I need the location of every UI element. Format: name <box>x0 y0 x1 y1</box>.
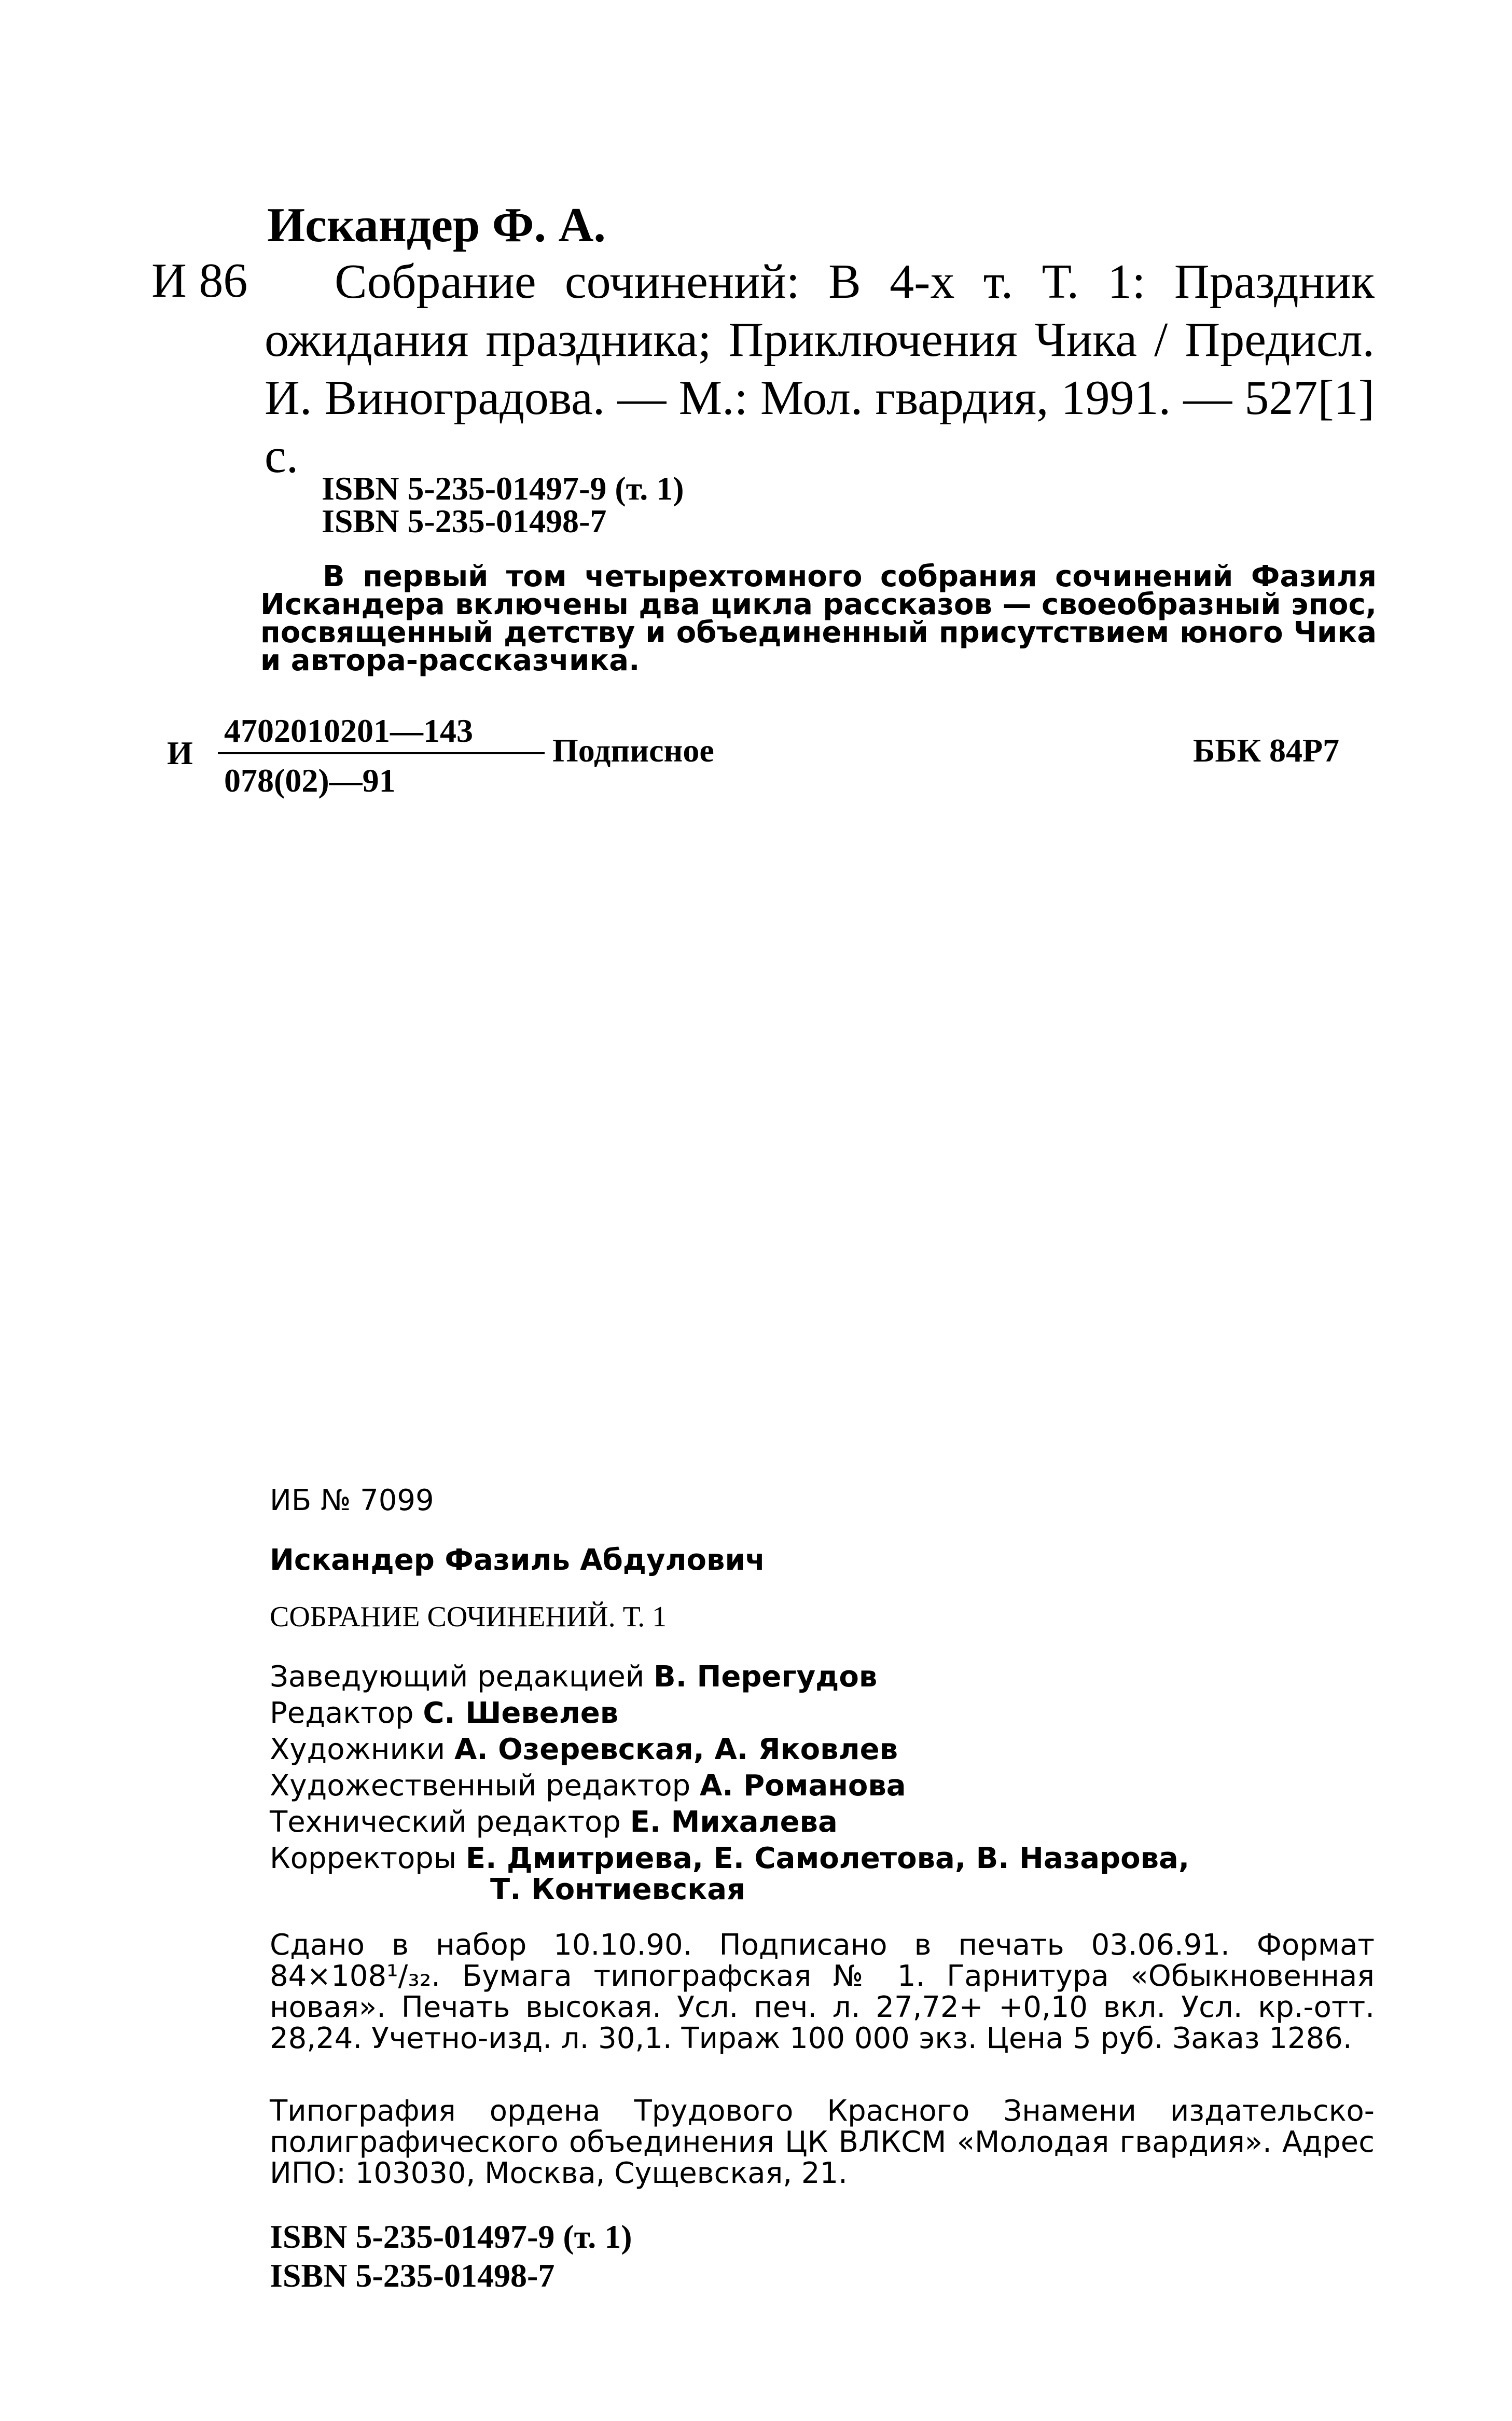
credit-line <box>270 1805 838 1839</box>
credit-line <box>270 1842 1189 1875</box>
credit-role: Технический редактор <box>270 1805 621 1839</box>
credit-line <box>270 1660 877 1694</box>
imprint-title: СОБРАНИЕ СОЧИНЕНИЙ. Т. 1 <box>270 1601 667 1633</box>
card-bibliographic-description: Собрание сочинений: В 4-х т. Т. 1: Праздник ожидания праздника; Приключения Чика / Предисл. И. Виноградова. — М.: Мол. гвардия, 1991. — 527[1] с. <box>265 255 1375 483</box>
credit-line <box>270 1769 906 1803</box>
credit-name: В. Перегудов <box>654 1660 878 1694</box>
card-author: Искандер Ф. А. <box>267 198 606 252</box>
credit-name: Е. Михалева <box>630 1805 838 1839</box>
card-annotation: В первый том четырехтомного собрания сочинений Фазиля Искандера включены два цикла рассказов — своеобразный эпос, посвященный детству и объединенный присутствием юного Чика и автора-рассказчика. <box>260 560 1377 677</box>
card-bbk-code: ББК 84Р7 <box>1193 732 1340 769</box>
card-call-index: И 86 <box>151 254 248 308</box>
card-isbn-set: ISBN 5-235-01498-7 <box>322 503 607 539</box>
imprint-printer: Типография ордена Трудового Красного Знамени издательско-полиграфического объединения ЦК ВЛКСМ «Молодая гвардия». Адрес ИПО: 103030, Москва, Сущевская, 21. <box>270 2094 1375 2190</box>
credit-name: А. Озеревская, А. Яковлев <box>454 1733 898 1766</box>
imprint-ib-number: ИБ № 7099 <box>270 1484 434 1517</box>
credit-name: С. Шевелев <box>423 1696 619 1730</box>
credit-line <box>270 1733 898 1766</box>
card-index-letter: И <box>167 735 193 771</box>
imprint-author-full: Искандер Фазиль Абдулович <box>270 1543 766 1577</box>
card-index-numerator: 4702010201—143 <box>224 712 473 749</box>
card-index-fraction-line <box>218 752 545 754</box>
credit-role: Корректоры <box>270 1842 457 1875</box>
card-subscription-label: Подписное <box>552 732 714 769</box>
credit-line <box>270 1696 618 1730</box>
credit-name: Е. Дмитриева, Е. Самолетова, В. Назарова, <box>465 1842 1190 1875</box>
imprint-print-details: Сдано в набор 10.10.90. Подписано в печать 03.06.91. Формат 84×108¹/₃₂. Бумага типографская № 1. Гарнитура «Обыкновенная новая». Печать высокая. Усл. печ. л. 27,72+ +0,10 вкл. Усл. кр.-отт. 28,24. Учетно-изд. л. 30,1. Тираж 100 000 экз. Цена 5 руб. Заказ 1286. <box>270 1928 1375 2055</box>
card-index-denominator: 078(02)—91 <box>224 762 396 799</box>
credit-role: Художественный редактор <box>270 1769 691 1803</box>
credit-role: Художники <box>270 1733 446 1766</box>
credit-role: Редактор <box>270 1696 414 1730</box>
imprint-isbn-volume: ISBN 5-235-01497-9 (т. 1) <box>270 2218 632 2255</box>
credit-role: Заведующий редакцией <box>270 1660 645 1694</box>
credit-continuation: Т. Контиевская <box>490 1873 745 1906</box>
credit-name: А. Романова <box>700 1769 906 1803</box>
imprint-isbn-set: ISBN 5-235-01498-7 <box>270 2257 555 2294</box>
card-isbn-volume: ISBN 5-235-01497-9 (т. 1) <box>322 470 684 507</box>
